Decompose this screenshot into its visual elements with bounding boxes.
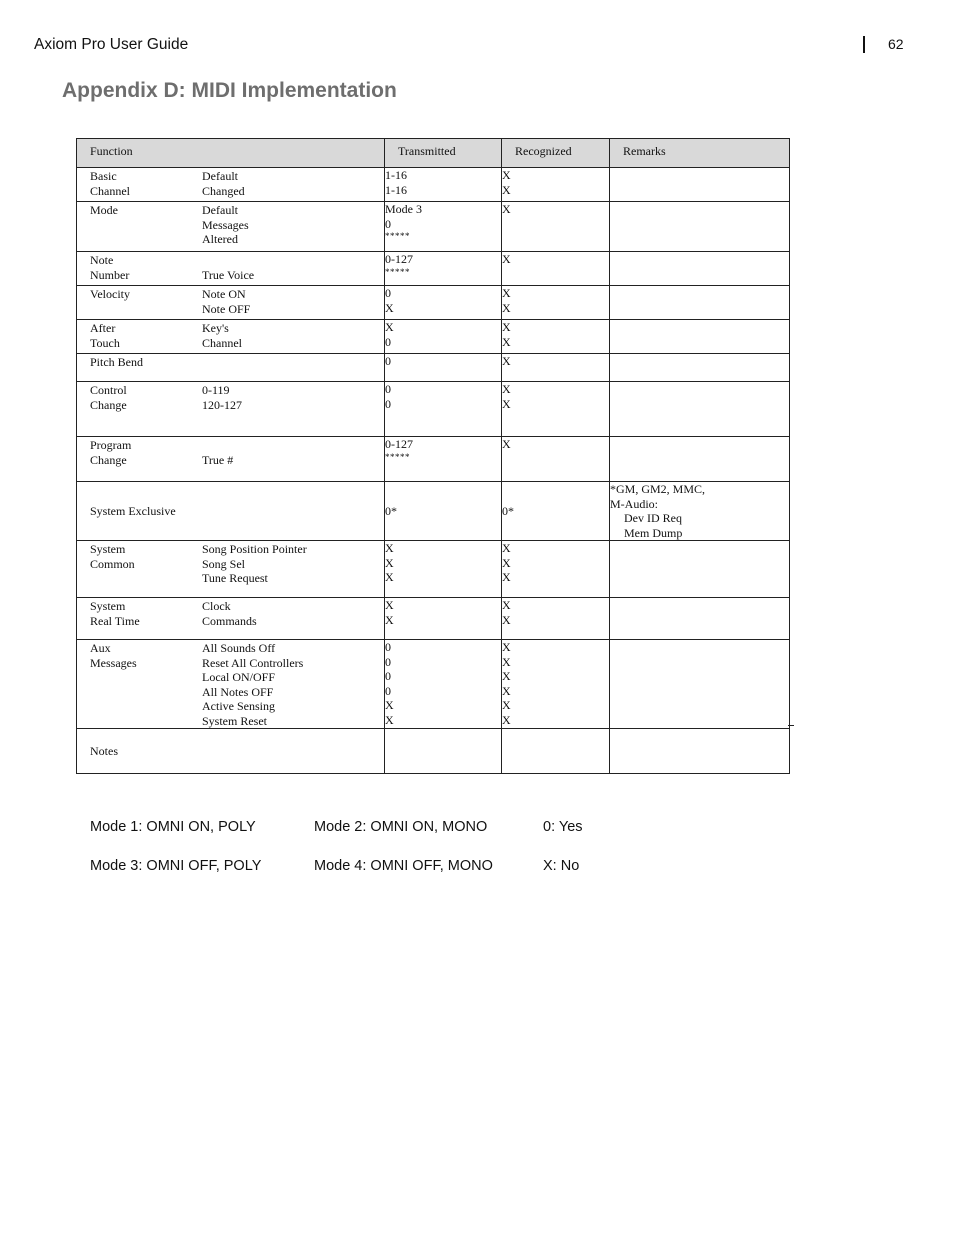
recognized-cell bbox=[502, 168, 610, 202]
function-detail-line: Commands bbox=[202, 613, 257, 628]
remarks-cell bbox=[610, 640, 790, 729]
page-number: 62 bbox=[888, 36, 904, 52]
column-header-transmitted: Transmitted bbox=[385, 139, 502, 168]
table-row bbox=[77, 286, 790, 320]
transmitted-cell-line: X bbox=[385, 555, 394, 570]
recognized-cell-line: X bbox=[502, 598, 511, 612]
function-detail bbox=[202, 641, 384, 728]
function-name bbox=[90, 504, 202, 519]
transmitted-cell bbox=[385, 202, 502, 252]
recognized-cell-line: X bbox=[502, 640, 511, 654]
recognized-cell bbox=[502, 482, 610, 541]
transmitted-cell bbox=[385, 598, 502, 640]
transmitted-cell bbox=[385, 729, 502, 774]
legend-mode-4: Mode 4: OMNI OFF, MONO bbox=[314, 858, 493, 874]
function-name-line: Velocity bbox=[90, 287, 130, 301]
recognized-cell-line: X bbox=[502, 396, 511, 411]
recognized-cell bbox=[502, 354, 610, 382]
recognized-cell-line: X bbox=[502, 182, 511, 197]
function-detail-line: System Reset bbox=[202, 713, 267, 728]
recognized-cell-line: X bbox=[502, 555, 511, 570]
function-detail-line: Tune Request bbox=[202, 571, 268, 585]
function-name-line: Mode bbox=[90, 203, 118, 217]
remarks-cell bbox=[610, 382, 790, 437]
table-row bbox=[77, 729, 790, 774]
function-name bbox=[90, 253, 202, 282]
function-name-line: Real Time bbox=[90, 613, 140, 628]
recognized-cell-line: X bbox=[502, 320, 511, 334]
recognized-cell-line: X bbox=[502, 570, 511, 584]
table-row bbox=[77, 252, 790, 286]
transmitted-cell-line: 0 bbox=[385, 396, 391, 411]
column-header-recognized: Recognized bbox=[502, 139, 610, 168]
recognized-cell bbox=[502, 640, 610, 729]
function-detail bbox=[202, 383, 384, 412]
function-name-line: Number bbox=[90, 267, 130, 282]
recognized-cell-line: X bbox=[502, 669, 511, 683]
function-name-line: Program bbox=[90, 438, 132, 452]
function-name-line: After bbox=[90, 321, 116, 335]
function-cell bbox=[77, 729, 385, 774]
recognized-cell-line: X bbox=[502, 698, 511, 712]
table-row bbox=[77, 598, 790, 640]
function-name-line: Notes bbox=[90, 744, 118, 759]
recognized-cell bbox=[502, 202, 610, 252]
remarks-cell-line: M-Audio: bbox=[610, 496, 658, 511]
transmitted-cell-line: 0 bbox=[385, 354, 391, 368]
function-cell bbox=[77, 640, 385, 729]
transmitted-cell-line: 0 bbox=[385, 669, 391, 683]
transmitted-cell-line: 0 bbox=[385, 654, 391, 669]
function-detail-line: Changed bbox=[202, 183, 245, 198]
remarks-cell bbox=[610, 541, 790, 598]
function-cell bbox=[77, 202, 385, 252]
function-detail-line: Altered bbox=[202, 232, 238, 246]
appendix-title: Appendix D: MIDI Implementation bbox=[62, 79, 397, 102]
remarks-cell-line: Dev ID Req bbox=[624, 511, 682, 525]
function-cell bbox=[77, 541, 385, 598]
function-name-line: Note bbox=[90, 253, 114, 267]
function-name-line: Common bbox=[90, 556, 135, 571]
function-detail-line: Key's bbox=[202, 321, 229, 335]
table-row bbox=[77, 640, 790, 729]
function-detail-line: Default bbox=[202, 203, 238, 217]
function-name-line: System Exclusive bbox=[90, 504, 176, 519]
function-cell bbox=[77, 320, 385, 354]
recognized-cell bbox=[502, 541, 610, 598]
transmitted-cell-line: X bbox=[385, 541, 394, 555]
recognized-cell-line: 0* bbox=[502, 503, 514, 518]
function-detail-line: Song Position Pointer bbox=[202, 542, 307, 556]
transmitted-cell-line: 0-127 bbox=[385, 252, 413, 266]
transmitted-cell-line: ***** bbox=[385, 451, 410, 462]
transmitted-cell bbox=[385, 541, 502, 598]
remarks-cell bbox=[610, 252, 790, 286]
function-name bbox=[90, 203, 202, 247]
transmitted-cell bbox=[385, 320, 502, 354]
function-detail-line: Messages bbox=[202, 217, 249, 232]
function-name bbox=[90, 287, 202, 316]
recognized-cell bbox=[502, 729, 610, 774]
function-name-line: Channel bbox=[90, 183, 130, 198]
recognized-cell-line: X bbox=[502, 286, 511, 300]
remarks-cell bbox=[610, 729, 790, 774]
transmitted-cell-line: X bbox=[385, 570, 394, 584]
transmitted-cell-line: X bbox=[385, 598, 394, 612]
recognized-cell bbox=[502, 252, 610, 286]
column-header-remarks: Remarks bbox=[610, 139, 790, 168]
function-detail-line: All Notes OFF bbox=[202, 684, 274, 699]
transmitted-cell-line: 0 bbox=[385, 334, 391, 349]
function-detail-line: Reset All Controllers bbox=[202, 655, 304, 670]
legend-mode-1: Mode 1: OMNI ON, POLY bbox=[90, 819, 256, 835]
table-row bbox=[77, 202, 790, 252]
document-title: Axiom Pro User Guide bbox=[34, 36, 189, 53]
table-edge-tick bbox=[788, 725, 794, 726]
function-name bbox=[90, 542, 202, 586]
function-detail bbox=[202, 744, 384, 759]
table-row bbox=[77, 320, 790, 354]
remarks-cell-line: Mem Dump bbox=[624, 525, 683, 540]
table-row bbox=[77, 482, 790, 541]
function-detail-line: Note ON bbox=[202, 287, 246, 301]
remarks-cell bbox=[610, 168, 790, 202]
function-cell bbox=[77, 252, 385, 286]
transmitted-cell-line: X bbox=[385, 712, 394, 727]
recognized-cell bbox=[502, 382, 610, 437]
function-detail-line bbox=[202, 253, 384, 268]
recognized-cell-line: X bbox=[502, 541, 511, 555]
function-detail-line: Clock bbox=[202, 599, 231, 613]
table-row bbox=[77, 168, 790, 202]
recognized-cell-line: X bbox=[502, 654, 511, 669]
remarks-cell bbox=[610, 202, 790, 252]
table-row bbox=[77, 354, 790, 382]
transmitted-cell bbox=[385, 286, 502, 320]
transmitted-cell-line: X bbox=[385, 612, 394, 627]
function-name-line: Change bbox=[90, 452, 127, 467]
function-cell bbox=[77, 286, 385, 320]
function-name bbox=[90, 599, 202, 628]
transmitted-cell bbox=[385, 640, 502, 729]
table-header-row bbox=[77, 139, 790, 168]
function-cell bbox=[77, 437, 385, 482]
function-name-line: Control bbox=[90, 383, 127, 397]
legend-mode-3: Mode 3: OMNI OFF, POLY bbox=[90, 858, 262, 874]
transmitted-cell-line: 1-16 bbox=[385, 168, 407, 182]
function-detail bbox=[202, 203, 384, 247]
function-name-line: Aux bbox=[90, 641, 111, 655]
recognized-cell-line: X bbox=[502, 202, 511, 216]
function-detail-line bbox=[202, 438, 384, 453]
function-name bbox=[90, 383, 202, 412]
recognized-cell-line: X bbox=[502, 712, 511, 727]
recognized-cell-line: X bbox=[502, 354, 511, 368]
transmitted-cell-line: 1-16 bbox=[385, 182, 407, 197]
function-cell bbox=[77, 168, 385, 202]
table-row bbox=[77, 541, 790, 598]
table-row bbox=[77, 437, 790, 482]
function-detail-line: 0-119 bbox=[202, 383, 230, 397]
transmitted-cell-line: Mode 3 bbox=[385, 202, 422, 216]
function-detail-line: Default bbox=[202, 169, 238, 183]
transmitted-cell-line: 0 bbox=[385, 382, 391, 396]
recognized-cell-line: X bbox=[502, 683, 511, 698]
column-header-function: Function bbox=[77, 139, 385, 168]
function-name bbox=[90, 355, 202, 370]
transmitted-cell-line: 0-127 bbox=[385, 437, 413, 451]
transmitted-cell bbox=[385, 168, 502, 202]
function-detail bbox=[202, 355, 384, 370]
transmitted-cell-line: 0 bbox=[385, 286, 391, 300]
recognized-cell-line: X bbox=[502, 300, 511, 315]
function-cell bbox=[77, 382, 385, 437]
transmitted-cell-line: ***** bbox=[385, 231, 410, 241]
remarks-cell bbox=[610, 482, 790, 541]
function-detail-line: Note OFF bbox=[202, 301, 251, 316]
function-detail bbox=[202, 321, 384, 350]
function-detail bbox=[202, 287, 384, 316]
legend-no: X: No bbox=[543, 858, 580, 874]
recognized-cell bbox=[502, 286, 610, 320]
recognized-cell-line: X bbox=[502, 252, 511, 266]
recognized-cell-line: X bbox=[502, 334, 511, 349]
transmitted-cell bbox=[385, 437, 502, 482]
function-name bbox=[90, 744, 202, 759]
transmitted-cell-line: ***** bbox=[385, 266, 410, 277]
remarks-cell-line: *GM, GM2, MMC, bbox=[610, 482, 706, 496]
function-name bbox=[90, 321, 202, 350]
transmitted-cell-line: 0 bbox=[385, 216, 391, 231]
remarks-cell bbox=[610, 437, 790, 482]
function-detail-line: 120-127 bbox=[202, 397, 242, 412]
function-detail bbox=[202, 253, 384, 282]
function-cell bbox=[77, 598, 385, 640]
transmitted-cell bbox=[385, 482, 502, 541]
function-detail bbox=[202, 542, 384, 586]
function-name bbox=[90, 169, 202, 198]
function-name-line: Messages bbox=[90, 655, 137, 670]
function-detail bbox=[202, 504, 384, 519]
transmitted-cell bbox=[385, 252, 502, 286]
table-body bbox=[77, 168, 790, 774]
function-detail bbox=[202, 169, 384, 198]
recognized-cell bbox=[502, 598, 610, 640]
function-name-line: Change bbox=[90, 397, 127, 412]
function-name bbox=[90, 641, 202, 728]
transmitted-cell bbox=[385, 382, 502, 437]
transmitted-cell-line: X bbox=[385, 300, 394, 315]
remarks-cell bbox=[610, 286, 790, 320]
table-row bbox=[77, 382, 790, 437]
function-name-line: System bbox=[90, 542, 126, 556]
remarks-cell bbox=[610, 320, 790, 354]
recognized-cell bbox=[502, 437, 610, 482]
legend-mode-2: Mode 2: OMNI ON, MONO bbox=[314, 819, 488, 835]
function-name-line: System bbox=[90, 599, 126, 613]
remarks-cell bbox=[610, 354, 790, 382]
function-name-line: Pitch Bend bbox=[90, 355, 143, 369]
function-detail bbox=[202, 438, 384, 467]
function-cell bbox=[77, 354, 385, 382]
function-detail-line: All Sounds Off bbox=[202, 641, 276, 655]
transmitted-cell-line: 0 bbox=[385, 640, 391, 654]
remarks-cell bbox=[610, 598, 790, 640]
recognized-cell bbox=[502, 320, 610, 354]
header-divider bbox=[863, 36, 865, 53]
recognized-cell-line: X bbox=[502, 612, 511, 627]
function-name-line: Basic bbox=[90, 169, 117, 183]
recognized-cell-line: X bbox=[502, 382, 511, 396]
function-detail-line: Active Sensing bbox=[202, 699, 275, 713]
recognized-cell-line: X bbox=[502, 437, 511, 451]
transmitted-cell-line: 0* bbox=[385, 503, 397, 518]
transmitted-cell bbox=[385, 354, 502, 382]
function-name bbox=[90, 438, 202, 467]
transmitted-cell-line: X bbox=[385, 698, 394, 712]
function-detail-line: Song Sel bbox=[202, 556, 246, 571]
function-name-line: Touch bbox=[90, 335, 120, 350]
function-detail-line: True Voice bbox=[202, 267, 255, 282]
function-detail-line: Channel bbox=[202, 335, 242, 350]
recognized-cell-line: X bbox=[502, 168, 511, 182]
transmitted-cell-line: X bbox=[385, 320, 394, 334]
transmitted-cell-line: 0 bbox=[385, 683, 391, 698]
legend-yes: 0: Yes bbox=[543, 819, 583, 835]
function-detail bbox=[202, 599, 384, 628]
function-cell bbox=[77, 482, 385, 541]
function-detail-line: Local ON/OFF bbox=[202, 670, 275, 684]
function-detail-line: True # bbox=[202, 452, 234, 467]
midi-implementation-table bbox=[76, 138, 790, 774]
